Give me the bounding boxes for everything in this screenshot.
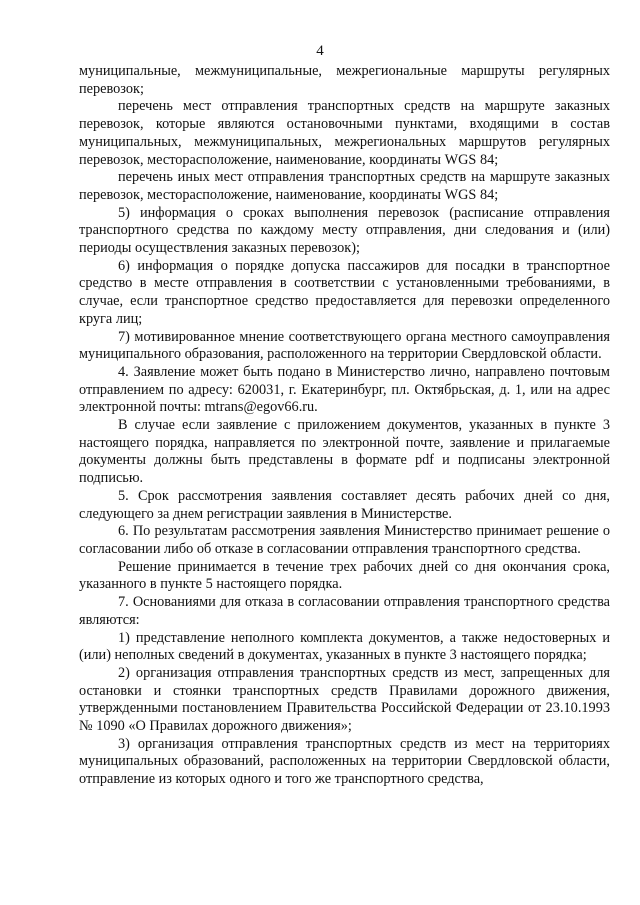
paragraph-email-submission: В случае если заявление с приложением документов, указанных в пункте 3 настоящего порядка, направляется по электронной почте, заявление и прилагаемые документы должны быть представлены в формате pdf и подписаны электронной подписью.	[79, 417, 610, 487]
paragraph-ground-1: 1) представление неполного комплекта документов, а также недостоверных и (или) неполных сведений в документах, указанных в пункте 3 настоящего порядка;	[79, 629, 610, 664]
paragraph-clause-4-submission: 4. Заявление может быть подано в Министерство лично, направлено почтовым отправлением по адресу: 620031, г. Екатеринбург, пл. Октябрьская, д. 1, или на адрес электронной почты: mtrans@egov66.ru.	[79, 363, 610, 416]
document-body	[79, 63, 610, 789]
paragraph-decision-timing: Решение принимается в течение трех рабочих дней со дня окончания срока, указанного в пункте 5 настоящего порядка.	[79, 558, 610, 593]
paragraph-other-stops-list: перечень иных мест отправления транспортных средств на маршруте заказных перевозок, месторасположение, наименование, координаты WGS 84;	[79, 169, 610, 203]
paragraph-routes-continuation: муниципальные, межмуниципальные, межрегиональные маршруты регулярных перевозок;	[79, 63, 610, 97]
paragraph-clause-5-term: 5. Срок рассмотрения заявления составляет десять рабочих дней со дня, следующего за днем регистрации заявления в Министерстве.	[79, 487, 610, 522]
paragraph-clause-6-decision: 6. По результатам рассмотрения заявления Министерство принимает решение о согласовании либо об отказе в согласовании отправления транспортного средства.	[79, 523, 610, 557]
paragraph-ground-2: 2) организация отправления транспортных средств из мест, запрещенных для остановки и стоянки транспортных средств Правилами дорожного движения, утвержденными постановлением Правительства Российской Федерации от 23.10.1993 № 1090 «О Правилах дорожного движения»;	[79, 664, 610, 735]
paragraph-item-5-schedule: 5) информация о сроках выполнения перевозок (расписание отправления транспортного средства по каждому месту отправления, дни следования и (или) периоды осуществления заказных перевозок);	[79, 204, 610, 257]
paragraph-item-6-boarding: 6) информация о порядке допуска пассажиров для посадки в транспортное средство в месте отправления в соответствии с установленными требованиями, в случае, если транспортное средство предоставляется для перевозки определенного круга лиц;	[79, 257, 610, 327]
paragraph-item-7-opinion: 7) мотивированное мнение соответствующего органа местного самоуправления муниципального образования, расположенного на территории Свердловской области.	[79, 328, 610, 363]
paragraph-ground-3: 3) организация отправления транспортных средств из мест на территориях муниципальных образований, расположенных на территории Свердловской области, отправление из которых одного и того же транспортного средства,	[79, 735, 610, 788]
paragraph-stops-list: перечень мест отправления транспортных средств на маршруте заказных перевозок, которые являются остановочными пунктами, входящими в состав муниципальных, межмуниципальных, межрегиональных маршрутов регулярных перевозок, месторасположение, наименование, координаты WGS 84;	[79, 98, 610, 168]
page-number: 4	[316, 43, 324, 59]
paragraph-clause-7-grounds: 7. Основаниями для отказа в согласовании отправления транспортного средства являются:	[79, 594, 610, 628]
